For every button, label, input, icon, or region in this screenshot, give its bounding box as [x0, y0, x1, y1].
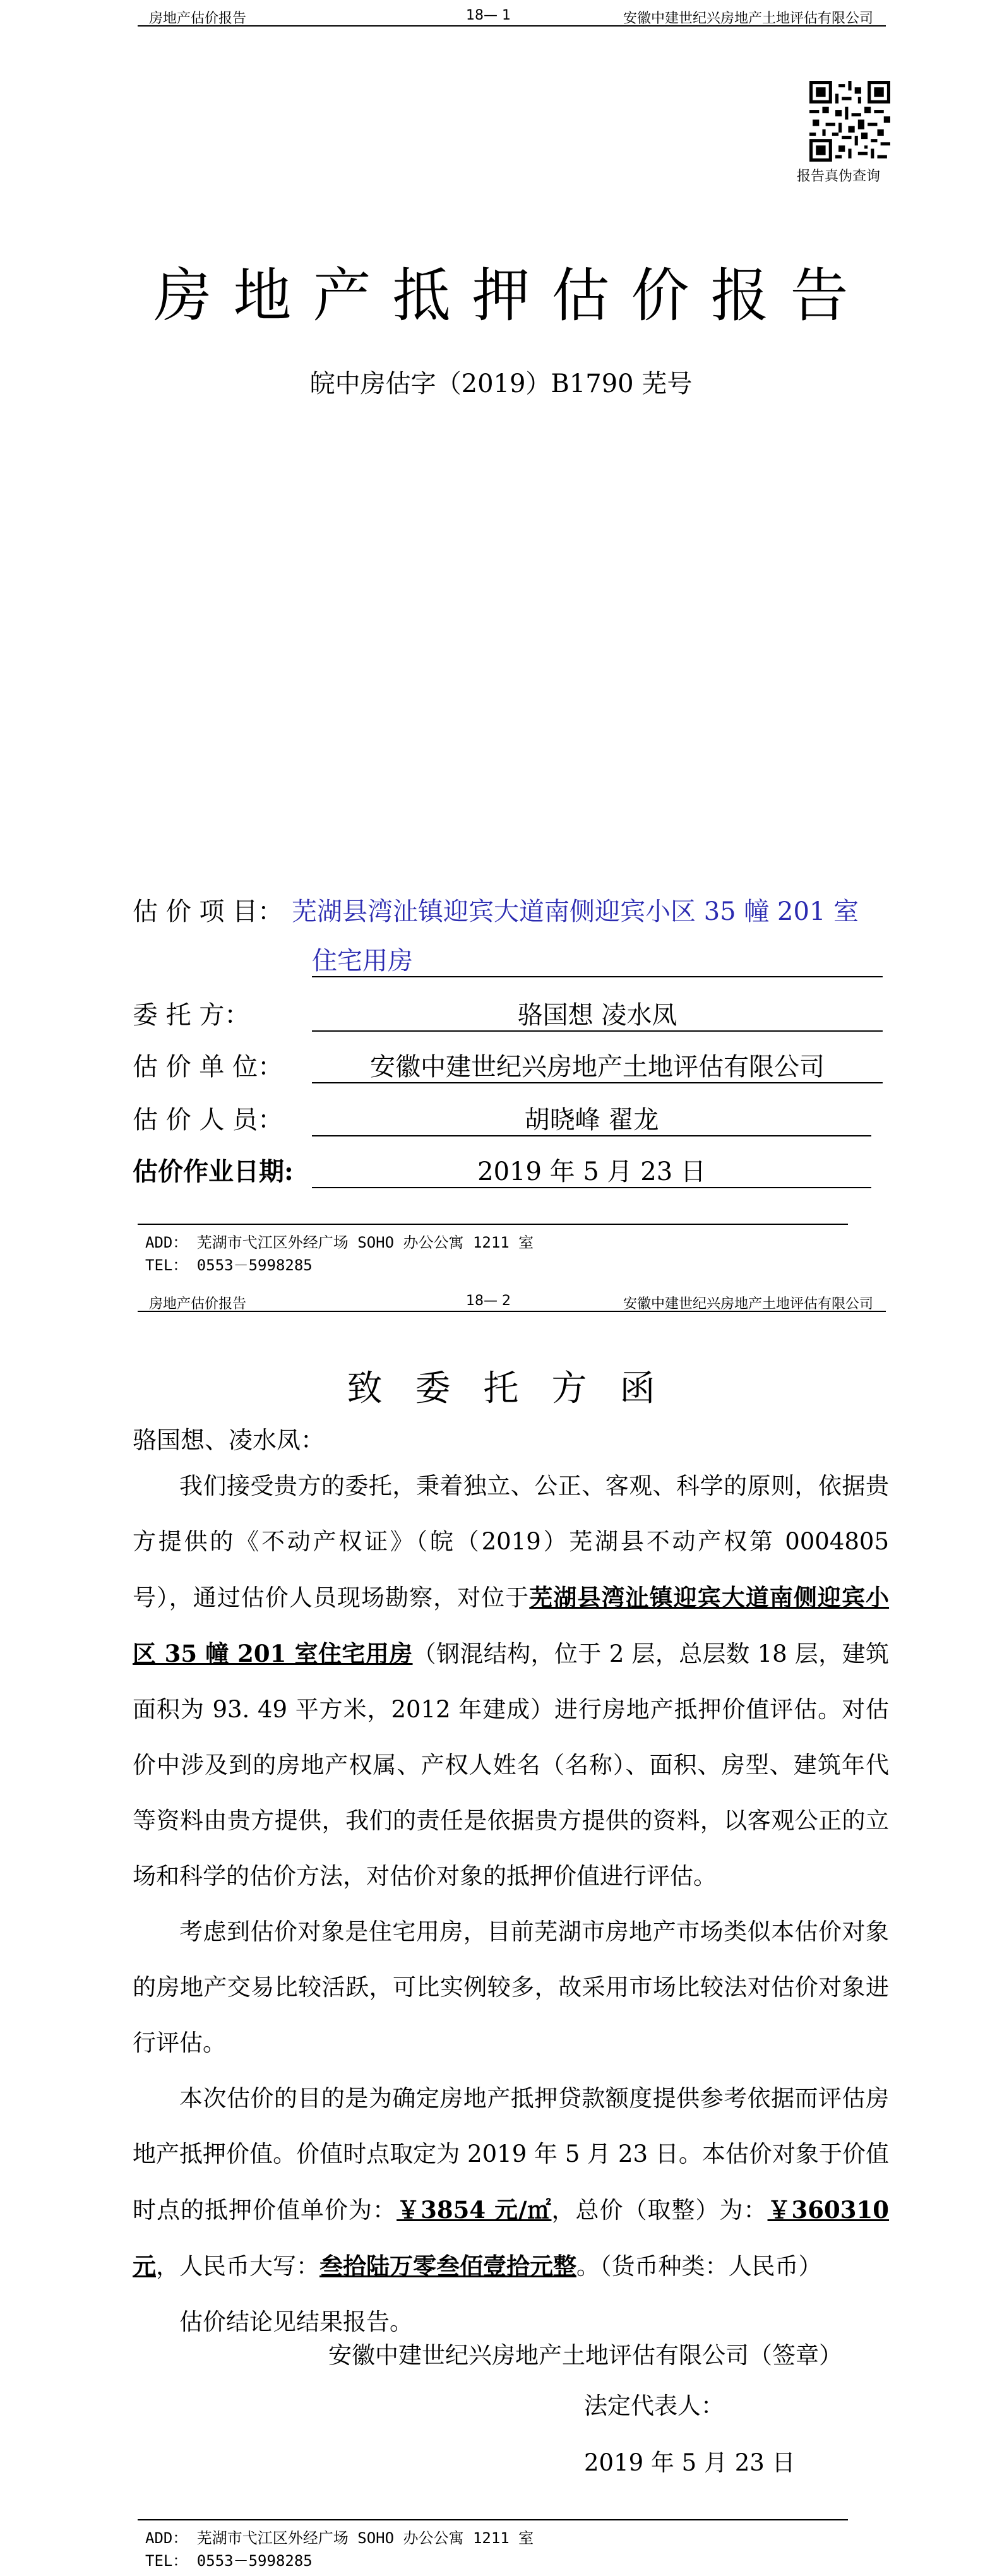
footer-phone: TEL： 0553－5998285	[145, 1256, 313, 1274]
document-number: 皖中房估字（2019）B1790 芜号	[309, 369, 693, 398]
signature-representative: 法定代表人：	[584, 2392, 724, 2419]
date-value: 2019 年 5 月 23 日	[312, 1152, 871, 1188]
qr-code-icon	[809, 81, 890, 162]
footer-address: ADD： 芜湖市弋江区外经广场 SOHO 办公公寓 1211 室	[145, 2529, 534, 2547]
header-company: 安徽中建世纪兴房地产土地评估有限公司	[623, 1296, 873, 1312]
property-address: 芜湖县湾沚镇迎宾大道南侧迎宾小区 35 幢 201 室住宅用房	[133, 1583, 890, 1667]
staff-label: 估 价 人 员：	[133, 1106, 283, 1135]
salutation: 骆国想、凌水凤：	[133, 1426, 325, 1454]
header-left: 房地产估价报告	[149, 1296, 247, 1312]
paragraph-2: 考虑到估价对象是住宅用房，目前芜湖市房地产市场类似本估价对象的房地产交易比较活跃，可比实例较多，故采用市场比较法对估价对象进行评估。	[133, 1918, 889, 2056]
footer-address: ADD： 芜湖市弋江区外经广场 SOHO 办公公寓 1211 室	[145, 1234, 534, 1251]
paragraph-4: 估价结论见结果报告。	[179, 2308, 413, 2335]
staff-value: 胡晓峰 翟龙	[312, 1100, 871, 1136]
letter-title: 致委托方函	[347, 1368, 688, 1409]
header-page-number: 18— 1	[466, 8, 511, 23]
unit-value: 安徽中建世纪兴房地产土地评估有限公司	[312, 1047, 883, 1083]
paragraph-3: 本次估价的目的是为确定房地产抵押贷款额度提供参考依据而评估房地产抵押价值。价值时点取定为 2019 年 5 月 23 日。本估价对象于价值时点的抵押价值单价为：￥3854 元/㎡，总价（取整）为：￥360310 元，人民币大写：叁拾陆万零叁佰壹拾元整。（货币种类：人民币）	[133, 2085, 890, 2280]
footer-2	[145, 2527, 534, 2572]
footer-rule-2	[138, 2519, 848, 2520]
client-value: 骆国想 凌水凤	[312, 995, 883, 1032]
paragraph-1: 我们接受贵方的委托，秉着独立、公正、客观、科学的原则，依据贵方提供的《不动产权证》（皖（2019）芜湖县不动产权第 0004805 号），通过估价人员现场勘察，对位于芜湖县湾沚镇迎宾大道南侧迎宾小区 35 幢 201 室住宅用房（钢混结构，位于 2 层，总层数 18 层，建筑面积为 93. 49 平方米，2012 年建成）进行房地产抵押价值评估。对估价中涉及到的房地产权属、产权人姓名（名称）、面积、房型、建筑年代等资料由贵方提供，我们的责任是依据贵方提供的资料，以客观公正的立场和科学的估价方法，对估价对象的抵押价值进行评估。	[133, 1472, 890, 1890]
letter-body	[133, 1458, 889, 2350]
page-header-2	[138, 1292, 886, 1312]
footer-1	[145, 1231, 534, 1277]
footer-rule-1	[138, 1224, 848, 1225]
project-value-line-1: 芜湖县湾沚镇迎宾大道南侧迎宾小区 35 幢 201 室	[292, 897, 859, 926]
unit-label: 估 价 单 位：	[133, 1052, 283, 1082]
client-label: 委 托 方：	[133, 1001, 250, 1030]
header-company: 安徽中建世纪兴房地产土地评估有限公司	[623, 11, 873, 27]
report-title: 房地产抵押估价报告	[153, 262, 870, 330]
footer-phone: TEL： 0553－5998285	[145, 2552, 313, 2570]
header-left: 房地产估价报告	[149, 11, 247, 27]
unit-price: ￥3854 元/㎡	[397, 2196, 552, 2224]
project-label: 估 价 项 目：	[133, 897, 283, 926]
page-header-1	[138, 6, 886, 27]
project-value-line-2: 住宅用房	[312, 941, 883, 977]
signature-company: 安徽中建世纪兴房地产土地评估有限公司（签章）	[328, 2342, 842, 2369]
signature-date: 2019 年 5 月 23 日	[584, 2449, 796, 2476]
date-label: 估价作业日期:	[133, 1157, 294, 1186]
total-price: ￥360310 元	[133, 2196, 890, 2280]
header-page-number: 18— 2	[466, 1293, 511, 1309]
price-in-words: 叁拾陆万零叁佰壹拾元整	[319, 2252, 576, 2280]
qr-caption: 报告真伪查询	[797, 169, 881, 184]
